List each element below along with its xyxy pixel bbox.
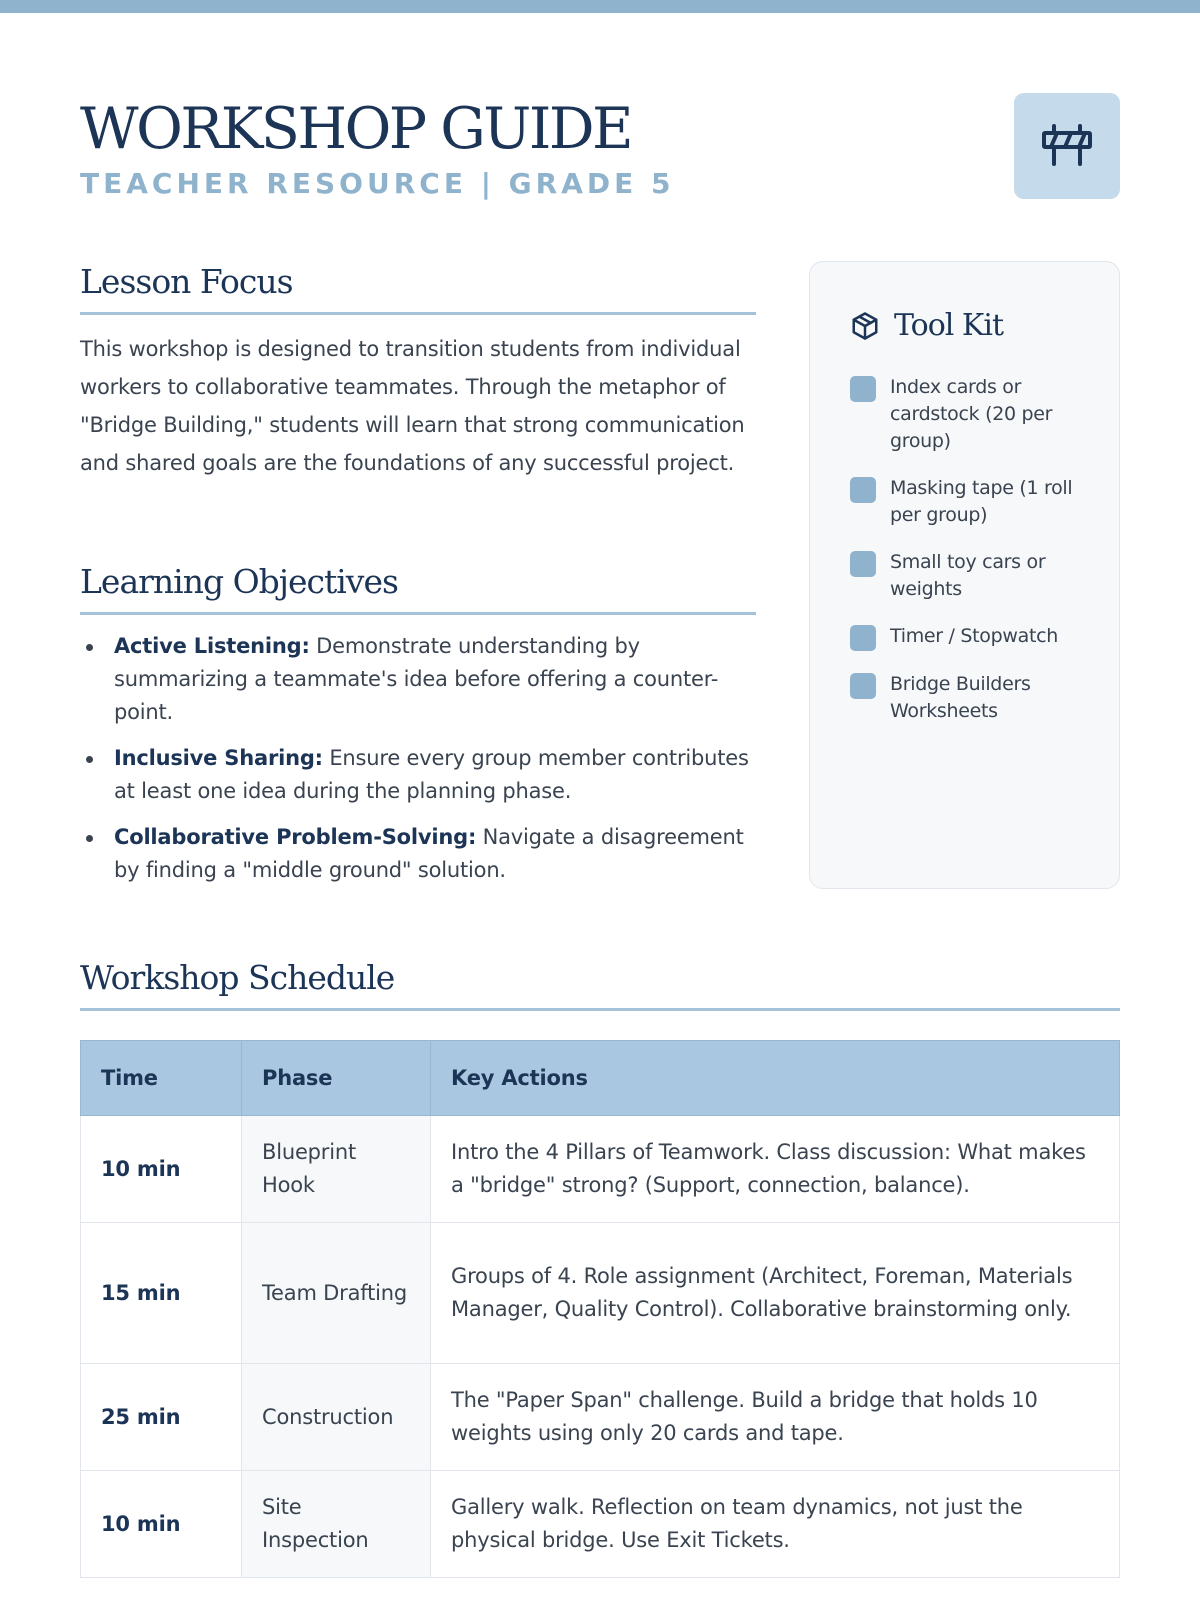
objective-label: Inclusive Sharing: (114, 746, 323, 770)
table-row (81, 1223, 1120, 1364)
lesson-focus-heading: Lesson Focus (80, 262, 756, 315)
checkbox[interactable] (850, 376, 876, 402)
toolkit-item[interactable] (850, 671, 1100, 725)
toolkit-card (809, 261, 1120, 889)
top-accent-bar (0, 0, 1200, 13)
toolkit-item[interactable] (850, 374, 1100, 455)
time-cell: 10 min (81, 1116, 242, 1223)
toolkit-title: Tool Kit (894, 308, 1003, 343)
toolkit-item[interactable] (850, 623, 1100, 651)
actions-cell: Groups of 4. Role assignment (Architect, Foreman, Materials Manager, Quality Control). Collaborative brainstorming only. (431, 1223, 1120, 1364)
table-row (81, 1364, 1120, 1471)
cube-icon (850, 311, 880, 341)
column-header-phase: Phase (242, 1041, 431, 1116)
objective-item (80, 630, 756, 729)
page-title: WORKSHOP GUIDE (80, 96, 632, 162)
bullet-icon (86, 835, 93, 842)
schedule-table (80, 1040, 1120, 1578)
actions-cell: The "Paper Span" challenge. Build a bridge that holds 10 weights using only 20 cards and tape. (431, 1364, 1120, 1471)
checkbox[interactable] (850, 551, 876, 577)
objective-text: Ensure every group member contributes at least one idea during the planning phase. (114, 746, 749, 803)
time-cell: 25 min (81, 1364, 242, 1471)
objective-label: Active Listening: (114, 634, 310, 658)
toolkit-item[interactable] (850, 549, 1100, 603)
table-row (81, 1116, 1120, 1223)
page-subtitle: TEACHER RESOURCE | GRADE 5 (80, 167, 675, 200)
objective-label: Collaborative Problem-Solving: (114, 825, 477, 849)
checkbox[interactable] (850, 625, 876, 651)
objective-item (80, 742, 756, 808)
toolkit-list (850, 374, 1100, 745)
phase-cell: Blueprint Hook (242, 1116, 431, 1223)
actions-cell: Gallery walk. Reflection on team dynamics, not just the physical bridge. Use Exit Tickets. (431, 1471, 1120, 1578)
actions-cell: Intro the 4 Pillars of Teamwork. Class discussion: What makes a "bridge" strong? (Support, connection, balance). (431, 1116, 1120, 1223)
toolkit-item-label: Masking tape (1 roll per group) (890, 477, 1073, 526)
lesson-focus-body: This workshop is designed to transition students from individual workers to collaborative teammates. Through the metaphor of "Bridge Building," students will learn that strong communication and shared goals are the foundations of any successful project. (80, 337, 745, 475)
learning-objectives-heading: Learning Objectives (80, 562, 756, 615)
time-cell: 15 min (81, 1223, 242, 1364)
phase-cell: Construction (242, 1364, 431, 1471)
toolkit-item-label: Bridge Builders Worksheets (890, 673, 1031, 722)
toolkit-item-label: Index cards or cardstock (20 per group) (890, 376, 1053, 452)
toolkit-header (850, 306, 1003, 346)
bullet-icon (86, 756, 93, 763)
checkbox[interactable] (850, 477, 876, 503)
workshop-schedule-heading: Workshop Schedule (80, 958, 1120, 1011)
objective-text: Demonstrate understanding by summarizing a teammate's idea before offering a counter-point. (114, 634, 719, 724)
phase-cell: Team Drafting (242, 1223, 431, 1364)
table-header-row (81, 1041, 1120, 1116)
column-header-time: Time (81, 1041, 242, 1116)
barrier-icon (1041, 122, 1093, 170)
objective-text: Navigate a disagreement by finding a "middle ground" solution. (114, 825, 744, 882)
toolkit-item[interactable] (850, 475, 1100, 529)
phase-cell: Site Inspection (242, 1471, 431, 1578)
column-header-key-actions: Key Actions (431, 1041, 1120, 1116)
checkbox[interactable] (850, 673, 876, 699)
time-cell: 10 min (81, 1471, 242, 1578)
logo-badge (1014, 93, 1120, 199)
objectives-list (80, 630, 756, 900)
bullet-icon (86, 644, 93, 651)
toolkit-item-label: Small toy cars or weights (890, 551, 1046, 600)
objective-item (80, 821, 756, 887)
table-row (81, 1471, 1120, 1578)
toolkit-item-label: Timer / Stopwatch (890, 625, 1059, 647)
